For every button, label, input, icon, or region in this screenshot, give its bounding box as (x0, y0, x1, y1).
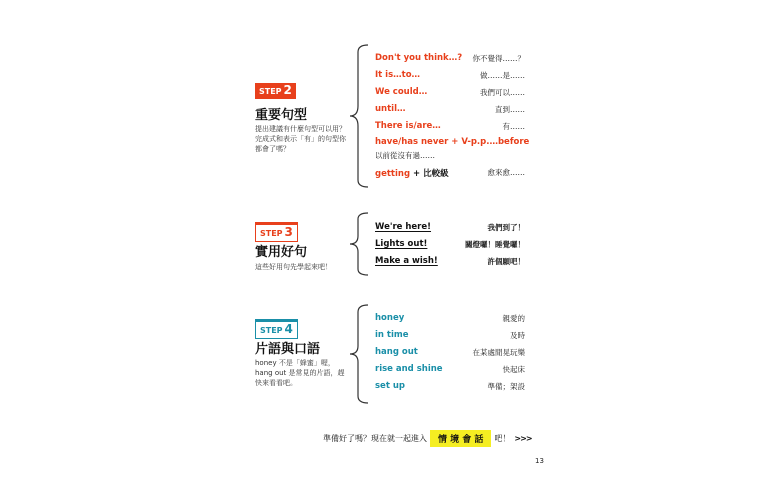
step-2-desc: 提出建議有什麼句型可以用？完成式和表示「有」的句型你都會了嗎？ (255, 125, 346, 153)
step-label: STEP (260, 326, 283, 335)
cta-text-end: 吧！ (494, 434, 511, 443)
step-4-desc: honey 不是「蜂蜜」喔，hang out 是常見的片語，趕快來看看吧。 (255, 359, 345, 387)
step-3-badge (255, 222, 298, 242)
step-label: STEP (259, 87, 282, 96)
cta-text: 準備好了嗎？現在就一起進入 (323, 434, 427, 443)
step-4-brace (348, 304, 370, 404)
step-2-brace (348, 44, 370, 188)
arrows-icon: >>> (514, 434, 532, 443)
step-2-badge (255, 83, 296, 99)
step-3-desc: 這些好用句先學起來吧！ (255, 263, 332, 271)
cta-highlight: 情 境 會 話 (430, 430, 491, 447)
step-4-title: 片語與口語 (255, 342, 321, 357)
step-number: 3 (284, 225, 293, 239)
call-to-action (323, 430, 532, 447)
step-4-badge (255, 319, 298, 339)
step-number: 4 (284, 322, 293, 336)
step-2-title: 重要句型 (255, 108, 308, 123)
step-3-brace (348, 212, 370, 276)
step-3-title: 實用好句 (255, 245, 308, 260)
step-number: 2 (283, 83, 292, 97)
step-label: STEP (260, 229, 283, 238)
page-number: 13 (535, 457, 544, 465)
